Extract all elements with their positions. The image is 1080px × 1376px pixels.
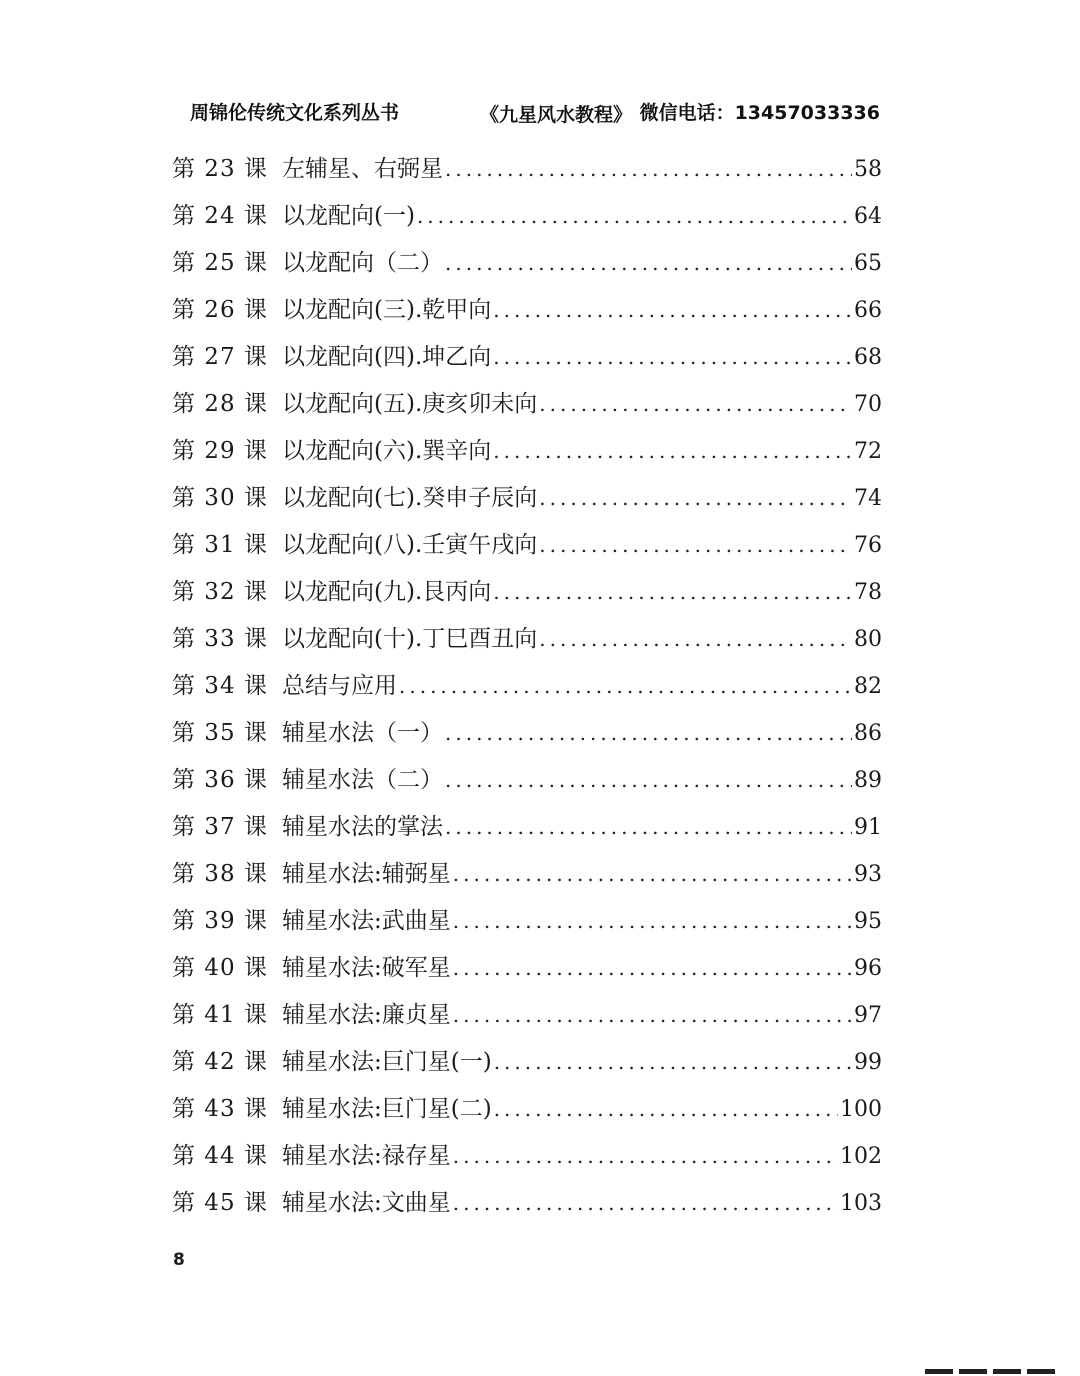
toc-entry — [172, 804, 882, 851]
toc-entry — [172, 1133, 882, 1180]
lesson-title: 以龙配向(九).艮丙向 — [282, 579, 492, 605]
page-reference: 78 — [854, 580, 882, 605]
lesson-title: 辅星水法（二） — [282, 767, 443, 793]
page-reference: 65 — [854, 251, 882, 276]
page-reference: 102 — [840, 1144, 882, 1169]
toc-entry — [172, 992, 882, 1039]
page-reference: 97 — [854, 1003, 882, 1028]
lesson-title: 以龙配向(五).庚亥卯未向 — [282, 391, 538, 417]
lesson-number: 第 41 课 — [172, 1002, 268, 1028]
table-of-contents — [172, 146, 882, 1227]
dot-leader — [494, 1086, 838, 1133]
dot-leader — [453, 851, 852, 898]
lesson-title: 辅星水法:破军星 — [282, 955, 451, 981]
dot-leader — [445, 710, 852, 757]
page-reference: 91 — [854, 815, 882, 840]
page-reference: 99 — [854, 1050, 882, 1075]
lesson-number: 第 36 课 — [172, 767, 268, 793]
page-reference: 76 — [854, 533, 882, 558]
toc-entry — [172, 1180, 882, 1227]
page-reference: 82 — [854, 674, 882, 699]
dot-leader — [539, 475, 852, 522]
lesson-title: 辅星水法:禄存星 — [282, 1143, 451, 1169]
toc-entry — [172, 334, 882, 381]
dot-leader — [417, 193, 852, 240]
lesson-number: 第 24 课 — [172, 203, 268, 229]
lesson-title: 以龙配向(七).癸申子辰向 — [282, 485, 538, 511]
page-number: 8 — [173, 1250, 185, 1270]
page-reference: 64 — [854, 204, 882, 229]
contact-info: 微信电话：13457033336 — [639, 102, 880, 124]
lesson-title: 辅星水法:文曲星 — [282, 1190, 451, 1216]
dot-leader — [493, 428, 852, 475]
dot-leader — [453, 1133, 838, 1180]
toc-entry — [172, 710, 882, 757]
dot-leader — [494, 1039, 852, 1086]
page-reference: 58 — [854, 157, 882, 182]
series-title: 周锦伦传统文化系列丛书 — [190, 102, 400, 124]
page-reference: 66 — [854, 298, 882, 323]
page-reference: 72 — [854, 439, 882, 464]
dot-leader — [453, 1180, 838, 1227]
lesson-title: 辅星水法:巨门星(一) — [282, 1049, 492, 1075]
dot-leader — [453, 945, 852, 992]
lesson-title: 以龙配向(四).坤乙向 — [282, 344, 492, 370]
page-reference: 89 — [854, 768, 882, 793]
page-reference: 86 — [854, 721, 882, 746]
scan-artifact — [925, 1369, 1055, 1374]
lesson-number: 第 25 课 — [172, 250, 268, 276]
lesson-title: 辅星水法:辅弼星 — [282, 861, 451, 887]
page-reference: 103 — [840, 1191, 882, 1216]
lesson-number: 第 33 课 — [172, 626, 268, 652]
toc-entry — [172, 757, 882, 804]
page-reference: 93 — [854, 862, 882, 887]
page-reference: 74 — [854, 486, 882, 511]
toc-entry — [172, 240, 882, 287]
dot-leader — [493, 287, 852, 334]
lesson-number: 第 30 课 — [172, 485, 268, 511]
lesson-title: 以龙配向(六).巽辛向 — [282, 438, 492, 464]
toc-entry — [172, 851, 882, 898]
lesson-number: 第 28 课 — [172, 391, 268, 417]
lesson-title: 左辅星、右弼星 — [282, 156, 443, 182]
lesson-number: 第 44 课 — [172, 1143, 268, 1169]
page-reference: 95 — [854, 909, 882, 934]
dot-leader — [445, 146, 852, 193]
lesson-number: 第 32 课 — [172, 579, 268, 605]
dot-leader — [539, 616, 852, 663]
lesson-number: 第 45 课 — [172, 1190, 268, 1216]
lesson-number: 第 23 课 — [172, 156, 268, 182]
toc-entry — [172, 522, 882, 569]
toc-entry — [172, 1086, 882, 1133]
lesson-number: 第 37 课 — [172, 814, 268, 840]
lesson-number: 第 34 课 — [172, 673, 268, 699]
toc-entry — [172, 569, 882, 616]
lesson-number: 第 43 课 — [172, 1096, 268, 1122]
dot-leader — [445, 240, 852, 287]
dot-leader — [445, 757, 852, 804]
lesson-number: 第 35 课 — [172, 720, 268, 746]
page-reference: 80 — [854, 627, 882, 652]
lesson-number: 第 31 课 — [172, 532, 268, 558]
lesson-number: 第 27 课 — [172, 344, 268, 370]
lesson-title: 以龙配向(十).丁巳酉丑向 — [282, 626, 538, 652]
dot-leader — [453, 898, 852, 945]
dot-leader — [493, 569, 852, 616]
page-reference: 96 — [854, 956, 882, 981]
toc-entry — [172, 663, 882, 710]
book-title: 《九星风水教程》 — [480, 104, 633, 126]
dot-leader — [399, 663, 852, 710]
lesson-title: 辅星水法（一） — [282, 720, 443, 746]
lesson-number: 第 29 课 — [172, 438, 268, 464]
lesson-title: 以龙配向（二） — [282, 250, 443, 276]
toc-entry — [172, 381, 882, 428]
lesson-title: 总结与应用 — [282, 673, 397, 699]
dot-leader — [493, 334, 852, 381]
lesson-title: 辅星水法:廉贞星 — [282, 1002, 451, 1028]
running-header — [190, 98, 880, 130]
page-reference: 68 — [854, 345, 882, 370]
dot-leader — [453, 992, 852, 1039]
dot-leader — [539, 381, 852, 428]
lesson-number: 第 39 课 — [172, 908, 268, 934]
lesson-number: 第 38 课 — [172, 861, 268, 887]
lesson-title: 辅星水法:武曲星 — [282, 908, 451, 934]
lesson-title: 以龙配向(三).乾甲向 — [282, 297, 492, 323]
toc-entry — [172, 898, 882, 945]
lesson-number: 第 40 课 — [172, 955, 268, 981]
lesson-title: 以龙配向(八).壬寅午戌向 — [282, 532, 538, 558]
dot-leader — [539, 522, 852, 569]
page-reference: 70 — [854, 392, 882, 417]
toc-entry — [172, 1039, 882, 1086]
lesson-number: 第 26 课 — [172, 297, 268, 323]
toc-entry — [172, 945, 882, 992]
toc-entry — [172, 428, 882, 475]
lesson-title: 辅星水法的掌法 — [282, 814, 443, 840]
toc-entry — [172, 475, 882, 522]
toc-entry — [172, 146, 882, 193]
page-reference: 100 — [840, 1097, 882, 1122]
toc-entry — [172, 616, 882, 663]
dot-leader — [445, 804, 852, 851]
lesson-title: 辅星水法:巨门星(二) — [282, 1096, 492, 1122]
lesson-number: 第 42 课 — [172, 1049, 268, 1075]
lesson-title: 以龙配向(一) — [282, 203, 415, 229]
toc-entry — [172, 193, 882, 240]
toc-entry — [172, 287, 882, 334]
